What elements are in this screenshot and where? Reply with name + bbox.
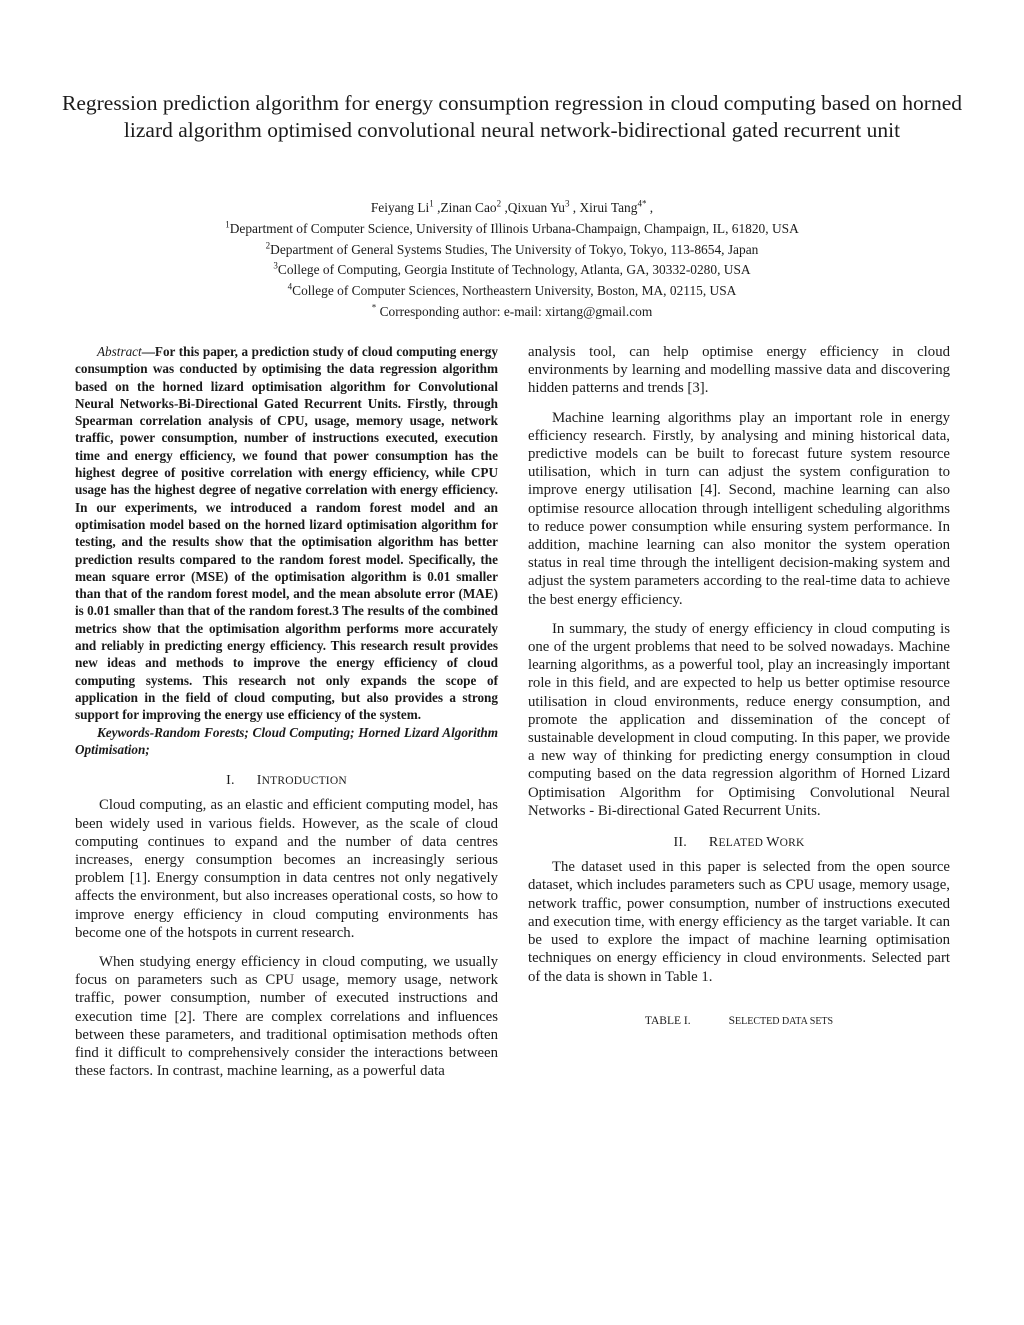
- author-name: Qixuan Yu: [507, 200, 565, 215]
- section-number: II.: [673, 835, 687, 851]
- abstract-dash: —: [141, 344, 155, 359]
- section-initial: I: [256, 773, 262, 789]
- section-initial: R: [708, 835, 719, 851]
- affiliation-3: [60, 260, 964, 281]
- affiliation-1: [60, 219, 964, 240]
- table-caption-initial: S: [728, 1014, 736, 1027]
- abstract-lead: Abstract: [97, 344, 142, 359]
- affiliation-text: Corresponding author: e-mail: xirtang@gmail.com: [376, 303, 653, 319]
- author-sep: ,: [646, 200, 654, 215]
- paragraph: Machine learning algorithms play an important role in energy efficiency research. Firstly, by analysing and mining historical data, predictive models can be built to forecast future system resource utilisation, which in turn can adjust the system configuration to improve energy utilisation [4]. Second, machine learning can also optimise resource allocation through intelligent scheduling algorithms to reduce power consumption while ensuring system performance. In addition, machine learning can also monitor the system operation status in real time through the intelligent decision-making system and adjust the system parameters according to the real-time data to achieve the best energy efficiency.: [528, 409, 950, 608]
- right-column: [528, 343, 950, 1031]
- affiliation-text: Department of General Systems Studies, The University of Tokyo, Tokyo, 113-8654, Japan: [270, 241, 759, 257]
- paragraph: In summary, the study of energy efficiency in cloud computing is one of the urgent problems that need to be solved nowadays. Machine learning algorithms, as a powerful tool, play an increasingly important role in this field, and are expected to help us better optimise resource utilisation in cloud environments, reduce energy consumption, and promote the application and dissemination of the concept of sustainable development in cloud computing. In this paper, we provide a new way of thinking for predicting energy consumption in cloud computing based on the data regression algorithm of Horned Lizard Optimisation Algorithm for Optimising Convolutional Neural Networks - Bi-directional Gated Recurrent Units.: [528, 620, 950, 819]
- left-column: [75, 343, 498, 1080]
- keywords: Keywords-Random Forests; Cloud Computing; Horned Lizard Algorithm Optimisation;: [75, 724, 498, 757]
- author-sup: 4*: [637, 198, 647, 209]
- author-sup: 1: [429, 198, 434, 209]
- table-caption: [528, 1012, 950, 1031]
- paragraph: The dataset used in this paper is selected from the open source dataset, which includes parameters such as CPU usage, memory usage, network traffic, power consumption, number of instructions executed and execution time, with energy efficiency as the target variable. It can be used to explore the impact of machine learning optimisation techniques on energy efficiency in cloud environments. Selected part of the data is shown in Table 1.: [528, 859, 950, 985]
- affiliation-4: [60, 281, 964, 302]
- author-name: Feiyang Li: [370, 200, 430, 215]
- affiliation-sup: 2: [265, 240, 271, 251]
- affiliation-sup: 3: [273, 260, 278, 271]
- paragraph: analysis tool, can help optimise energy efficiency in cloud environments by learning and modelling massive data and discovering hidden patterns and trends [3].: [528, 344, 950, 397]
- paragraph: When studying energy efficiency in cloud computing, we usually focus on parameters such as CPU usage, memory usage, network traffic, power consumption, number of executed instructions and execution time [2]. There are complex correlations and influences between these parameters, and traditional optimisation methods often find it difficult to comprehensively consider the interactions between these factors. In contrast, machine learning, as a powerful data: [75, 953, 498, 1080]
- section-title: ORK: [779, 837, 805, 850]
- section-title: ELATED: [718, 837, 767, 850]
- author-sup: 2: [496, 198, 502, 209]
- affiliation-text: Department of Computer Science, University of Illinois Urbana-Champaign, Champaign, IL, 61820, USA: [229, 220, 799, 236]
- paragraph: Cloud computing, as an elastic and efficient computing model, has been widely used in various fields. However, as the scale of cloud computing continues to expand and the number of data centres increases, energy consumption becomes an increasingly serious problem [1]. Energy consumption in data centres not only negatively affects the environment, but also increases operational costs, so how to improve energy efficiency in cloud computing environments has become one of the hotspots in current research.: [75, 797, 498, 941]
- abstract-text: For this paper, a prediction study of cloud computing energy consumption was conducted by optimising the data regression algorithm based on the horned lizard optimisation algorithm for Convolutional Neural Networks-Bi-Directional Gated Recurrent Units. Firstly, through Spearman correlation analysis of CPU, usage, memory usage, network traffic, power consumption, number of instructions executed, execution time and energy efficiency, we found that power consumption has the highest degree of positive correlation with energy efficiency, while CPU usage has the highest degree of negative correlation with energy efficiency. In our experiments, we introduced a random forest model and an optimisation model based on the horned lizard optimisation algorithm for testing, and the results show that the optimisation algorithm has better prediction results compared to the random forest model. Specifically, the mean square error (MSE) of the optimisation algorithm is 0.01 smaller than that of the random forest model, and the mean absolute error (MAE) is 0.01 smaller than that of the random forest.3 The results of the combined metrics show that the optimisation algorithm performs more accurately and reliably in predicting energy efficiency. This research result provides new ideas and methods to improve the energy efficiency of cloud computing systems. This research not only expands the scope of application in the field of cloud computing, but also provides a strong support for improving the energy use efficiency of the system.: [75, 344, 498, 723]
- section-heading-related-work: [528, 834, 950, 852]
- affiliation-sup: 4: [287, 281, 293, 292]
- abstract: [75, 343, 498, 724]
- paper-title: Regression prediction algorithm for energy consumption regression in cloud computing based on horned lizard algorithm optimised convolutional neural network-bidirectional gated recurrent unit: [61, 91, 963, 142]
- author-sep: ,: [501, 200, 508, 215]
- table-caption-text: ELECTED DATA SETS: [735, 1015, 834, 1027]
- author-block: [60, 198, 964, 323]
- table-number: TABLE I.: [644, 1014, 691, 1027]
- affiliation-text: College of Computer Sciences, Northeastern University, Boston, MA, 02115, USA: [292, 283, 737, 299]
- section-title: NTRODUCTION: [261, 775, 347, 788]
- section-initial: W: [766, 835, 780, 851]
- author-sup: 3: [564, 198, 570, 209]
- section-number: I.: [226, 773, 235, 789]
- author-name: Xirui Tang: [579, 200, 638, 215]
- section-heading-introduction: [75, 772, 498, 790]
- author-sep: ,: [433, 200, 441, 215]
- author-name: Zinan Cao: [440, 200, 497, 215]
- author-names: [60, 198, 964, 219]
- author-sep: ,: [569, 200, 580, 215]
- affiliation-text: College of Computing, Georgia Institute of Technology, Atlanta, GA, 30332-0280, USA: [277, 262, 751, 278]
- affiliation-sup: 1: [225, 219, 230, 230]
- affiliation-2: [60, 240, 964, 261]
- corresponding-author: [60, 302, 964, 323]
- affiliation-sup: *: [371, 302, 377, 313]
